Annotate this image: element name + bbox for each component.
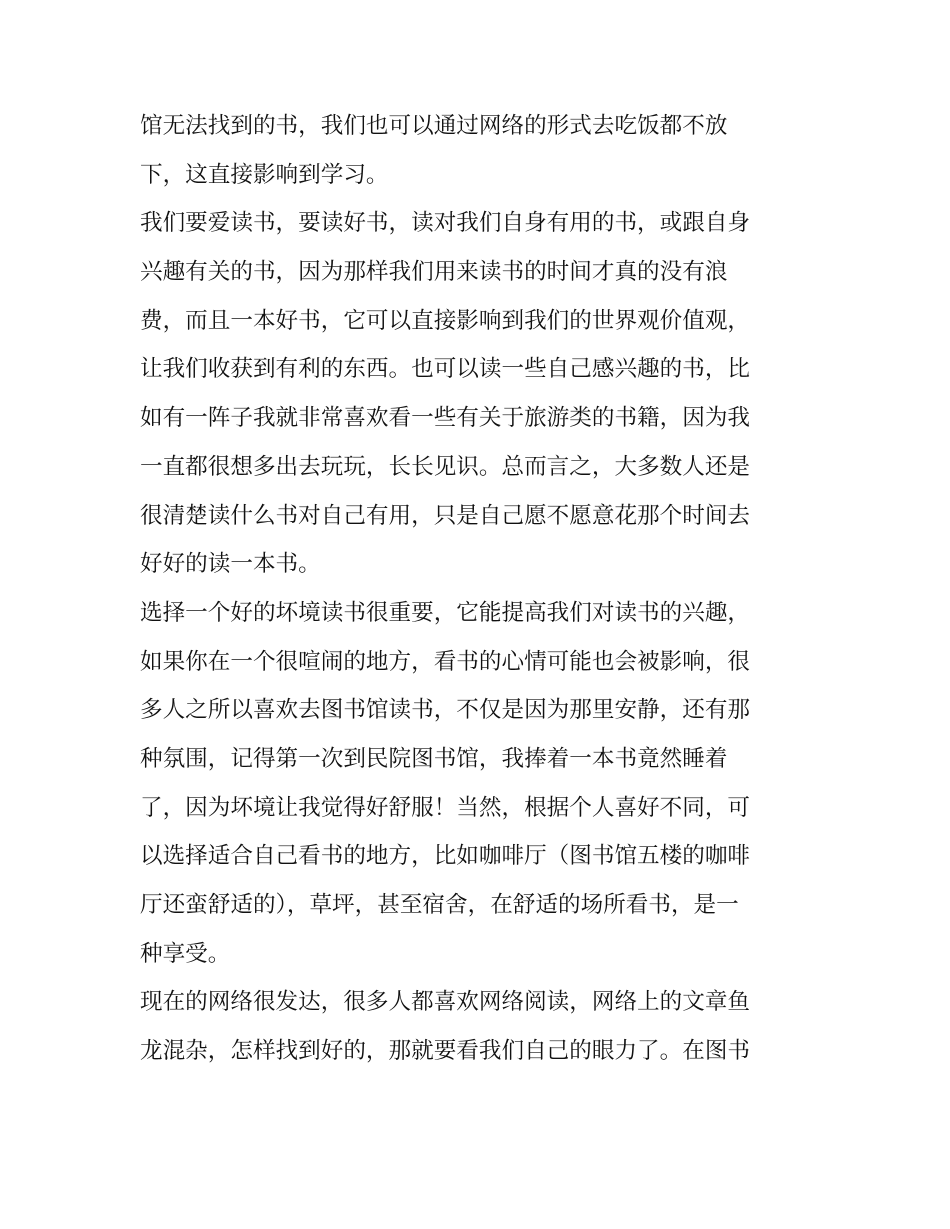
text-line: 我们要爱读书，要读好书，读对我们自身有用的书，或跟自身 <box>140 210 751 237</box>
text-line: 如有一阵子我就非常喜欢看一些有关于旅游类的书籍，因为我 <box>140 405 751 432</box>
text-line: 龙混杂，怎样找到好的，那就要看我们自己的眼力了。在图书 <box>140 1038 751 1065</box>
text-line: 很清楚读什么书对自己有用，只是自己愿不愿意花那个时间去 <box>140 502 751 529</box>
text-line: 种享受。 <box>140 940 231 967</box>
text-line: 费，而且一本好书，它可以直接影响到我们的世界观价值观， <box>140 307 751 334</box>
text-line: 兴趣有关的书，因为那样我们用来读书的时间才真的没有浪 <box>140 259 728 286</box>
text-line: 现在的网络很发达，很多人都喜欢网络阅读，网络上的文章鱼 <box>140 989 751 1016</box>
text-line: 一直都很想多出去玩玩，长长见识。总而言之，大多数人还是 <box>140 453 751 480</box>
text-line: 如果你在一个很喧闹的地方，看书的心情可能也会被影响，很 <box>140 648 751 675</box>
text-line: 以选择适合自己看书的地方，比如咖啡厅（图书馆五楼的咖啡 <box>140 843 751 870</box>
text-line: 种氛围，记得第一次到民院图书馆，我捧着一本书竟然睡着 <box>140 745 728 772</box>
text-line: 选择一个好的坏境读书很重要，它能提高我们对读书的兴趣， <box>140 599 751 626</box>
text-line: 下，这直接影响到学习。 <box>140 161 389 188</box>
text-line: 了，因为坏境让我觉得好舒服！当然，根据个人喜好不同，可 <box>140 794 751 821</box>
text-line: 厅还蛮舒适的），草坪，甚至宿舍，在舒适的场所看书，是一 <box>140 892 739 918</box>
text-line: 多人之所以喜欢去图书馆读书，不仅是因为那里安静，还有那 <box>140 697 751 724</box>
text-line: 好好的读一本书。 <box>140 551 321 578</box>
text-line: 馆无法找到的书，我们也可以通过网络的形式去吃饭都不放 <box>140 113 728 139</box>
body-text <box>140 102 812 1076</box>
text-line: 让我们收获到有利的东西。也可以读一些自己感兴趣的书，比 <box>140 356 751 383</box>
